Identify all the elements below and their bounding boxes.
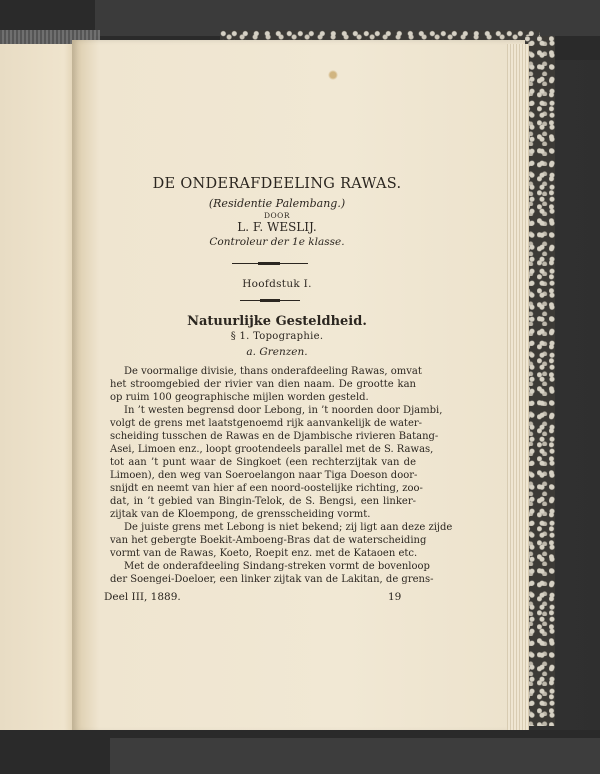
document-title: DE ONDERAFDEELING RAWAS. (152, 176, 402, 192)
chapter-heading: Hoofdstuk I. (242, 278, 312, 290)
author-rank: Controleur der 1e klasse. (209, 236, 345, 248)
paragraph-line: het stroomgebied der rivier van dien naam. De grootte kan (110, 379, 416, 390)
page-edges (507, 44, 529, 730)
divider-ornament (258, 262, 280, 265)
paragraph-line: der Soengei-Doeloer, een linker zijtak van de Lakitan, de grens- (110, 574, 434, 585)
document-subtitle: (Residentie Palembang.) (208, 197, 346, 210)
paragraph-line: snijdt en neemt van hier af een noord-oostelijke richting, zoo- (110, 483, 423, 494)
paragraph-line: scheiding tusschen de Rawas en de Djambische rivieren Batang- (110, 431, 439, 442)
footer-volume: Deel III, 1889. (104, 591, 181, 603)
section-title: Natuurlijke Gesteldheid. (187, 314, 367, 329)
section-number: § 1. Topographie. (230, 331, 324, 342)
paragraph-line: dat, in ’t gebied van Bingin-Telok, de S. Bengsi, een linker- (110, 496, 416, 507)
paragraph-line: zijtak van de Kloempong, de grensscheiding vormt. (110, 509, 371, 520)
paragraph-line: Asei, Limoen enz., loopt grootendeels parallel met de S. Rawas, (110, 444, 434, 455)
paragraph-line: Limoen), den weg van Soeroelangon naar Tiga Doeson door- (110, 470, 418, 481)
page-number: 19 (388, 591, 402, 603)
paragraph-line: In ’t westen begrensd door Lebong, in ’t noorden door Djambi, (124, 405, 443, 416)
paragraph-line: van het gebergte Boekit-Amboeng-Bras dat de waterscheiding (110, 535, 427, 546)
paragraph-line: tot aan ’t punt waar de Singkoet (een rechterzijtak van de (110, 457, 416, 468)
by-label: DOOR (264, 211, 290, 220)
paragraph-line: op ruim 100 geographische mijlen worden gesteld. (110, 392, 369, 403)
paper-stain (328, 68, 338, 82)
paragraph-line: De juiste grens met Lebong is niet bekend; zij ligt aan deze zijde (124, 522, 453, 533)
marbled-cover-right (525, 36, 555, 726)
bottom-gray-panel (110, 738, 600, 774)
left-page (0, 44, 80, 734)
subsection-heading: a. Grenzen. (246, 346, 308, 358)
paragraph-line: Met de onderafdeeling Sindang-streken vormt de bovenloop (124, 561, 430, 572)
paragraph-line: volgt de grens met laatstgenoemd rijk aanvankelijk de water- (110, 418, 423, 429)
paragraph-line: vormt van de Rawas, Koeto, Roepit enz. met de Kataoen etc. (110, 548, 418, 559)
paragraph-line: De voormalige divisie, thans onderafdeeling Rawas, omvat (124, 366, 422, 377)
divider-ornament (260, 299, 280, 302)
author-name: L. F. WESLIJ. (237, 220, 317, 234)
